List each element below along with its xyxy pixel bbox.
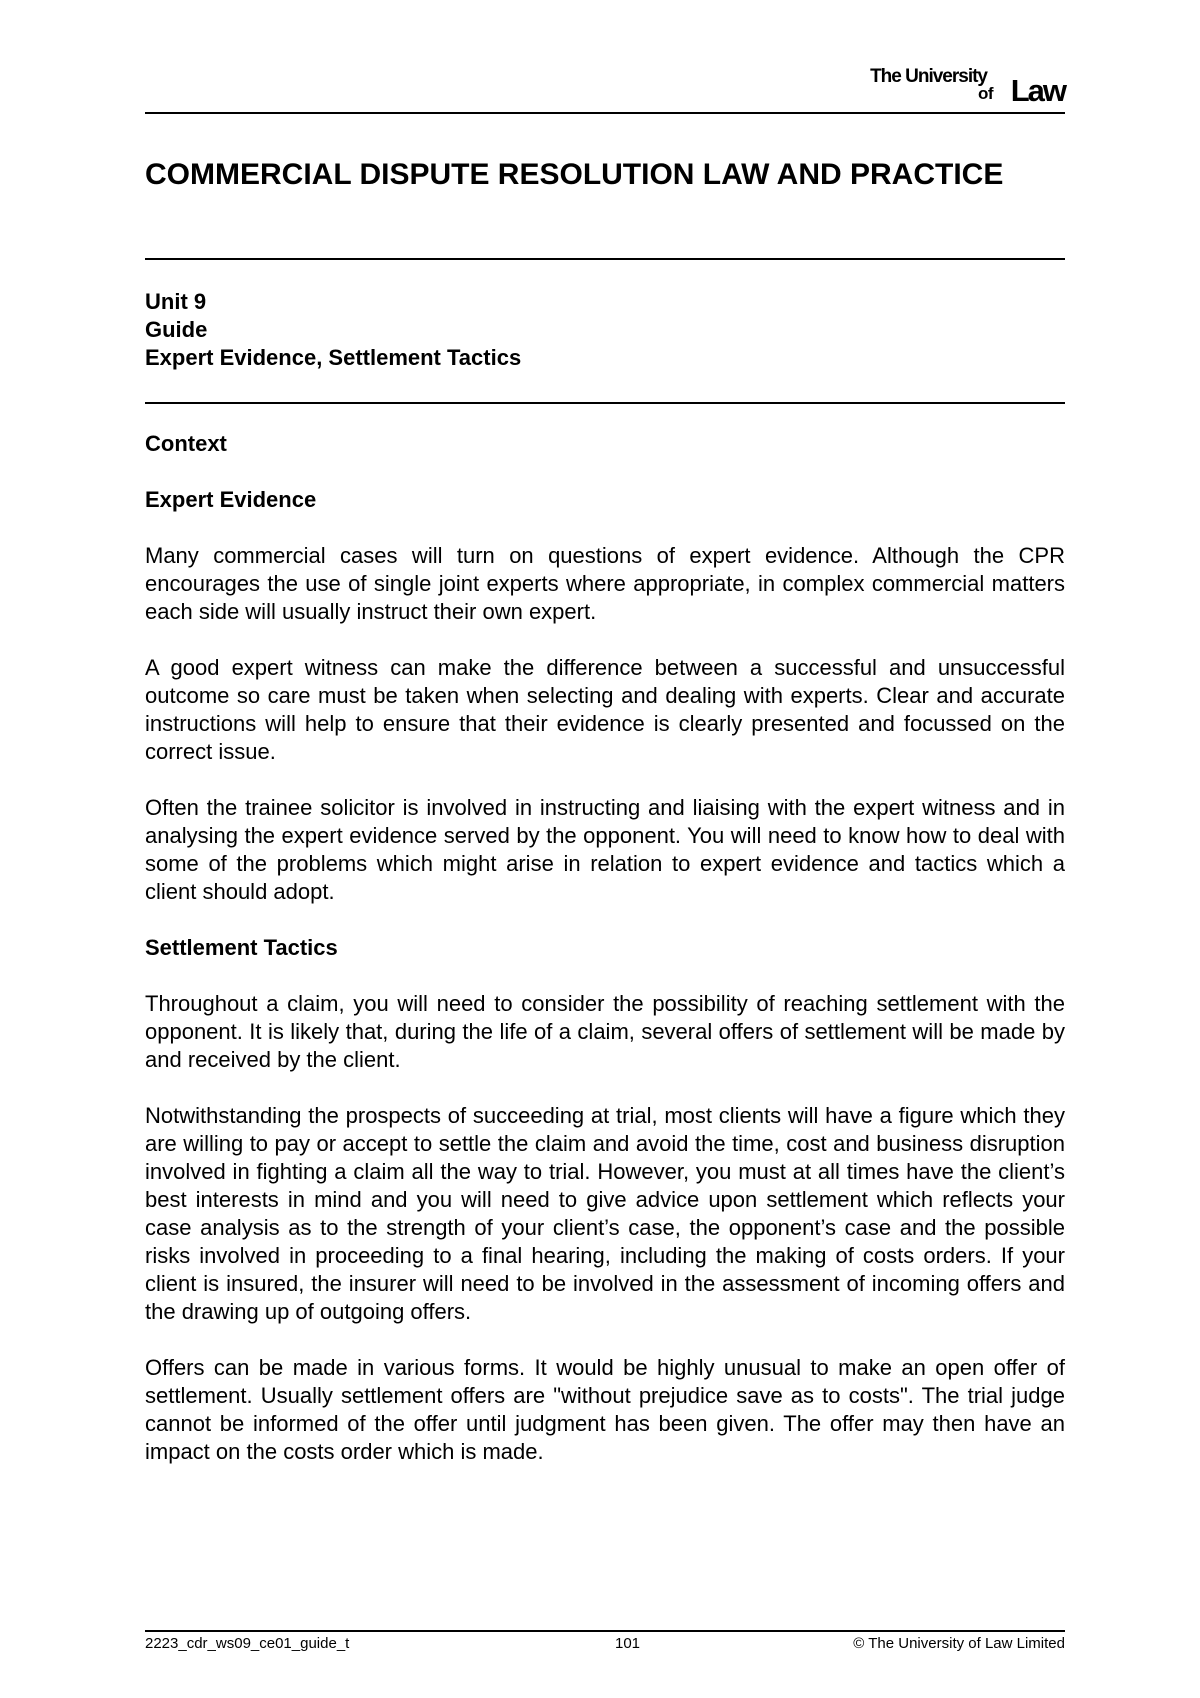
document-page — [145, 0, 1065, 1698]
paragraph: Offers can be made in various forms. It would be highly unusual to make an open offer of settlement. Usually settlement offers are "without prejudice save as to costs". The trial judge cannot be informed of the offer until judgment has been given. The offer may then have an impact on the costs order which is made. — [145, 1355, 1065, 1464]
settlement-tactics-heading: Settlement Tactics — [145, 935, 338, 960]
paragraph: Many commercial cases will turn on questions of expert evidence. Although the CPR encourages the use of single joint experts where appropriate, in complex commercial matters each side will usually instruct their own expert. — [145, 543, 1065, 624]
page-number: 101 — [615, 1635, 641, 1652]
document-title: COMMERCIAL DISPUTE RESOLUTION LAW AND PRACTICE — [145, 158, 1004, 191]
unit-divider — [145, 402, 1065, 404]
title-divider — [145, 258, 1065, 260]
paragraph: A good expert witness can make the difference between a successful and unsuccessful outcome so care must be taken when selecting and dealing with experts. Clear and accurate instructions will help to ensure that their evidence is clearly presented and focussed on the correct issue. — [145, 655, 1065, 764]
main-content — [145, 430, 1065, 1494]
unit-number: Unit 9 — [145, 289, 207, 314]
footer-divider — [145, 1630, 1065, 1632]
footer-document-code: 2223_cdr_ws09_ce01_guide_t — [145, 1635, 350, 1652]
guide-label: Guide — [145, 317, 208, 342]
context-heading: Context — [145, 431, 227, 456]
unit-subtitle: Expert Evidence, Settlement Tactics — [145, 345, 522, 370]
footer-copyright: © The University of Law Limited — [853, 1635, 1065, 1652]
university-of-law-logo — [855, 66, 1065, 106]
logo-text-university: The University — [870, 66, 987, 87]
unit-info — [145, 288, 521, 372]
paragraph: Often the trainee solicitor is involved in instructing and liaising with the expert witness and in analysing the expert evidence served by the opponent. You will need to know how to deal with some of the problems which might arise in relation to expert evidence and tactics which a client should adopt. — [145, 795, 1065, 904]
paragraph: Notwithstanding the prospects of succeeding at trial, most clients will have a figure which they are willing to pay or accept to settle the claim and avoid the time, cost and business disruption involved in fighting a claim all the way to trial. However, you must at all times have the client’s best interests in mind and you will need to give advice upon settlement which reflects your case analysis as to the strength of your client’s case, the opponent’s case and the possible risks involved in proceeding to a final hearing, including the making of costs orders. If your client is insured, the insurer will need to be involved in the assessment of incoming offers and the drawing up of outgoing offers. — [145, 1103, 1065, 1324]
logo-text-law: Law — [1010, 73, 1065, 108]
expert-evidence-heading: Expert Evidence — [145, 487, 317, 512]
logo-text-of: of — [977, 84, 993, 103]
header-divider — [145, 112, 1065, 114]
paragraph: Throughout a claim, you will need to consider the possibility of reaching settlement with the opponent. It is likely that, during the life of a claim, several offers of settlement will be made by and received by the client. — [145, 991, 1065, 1072]
